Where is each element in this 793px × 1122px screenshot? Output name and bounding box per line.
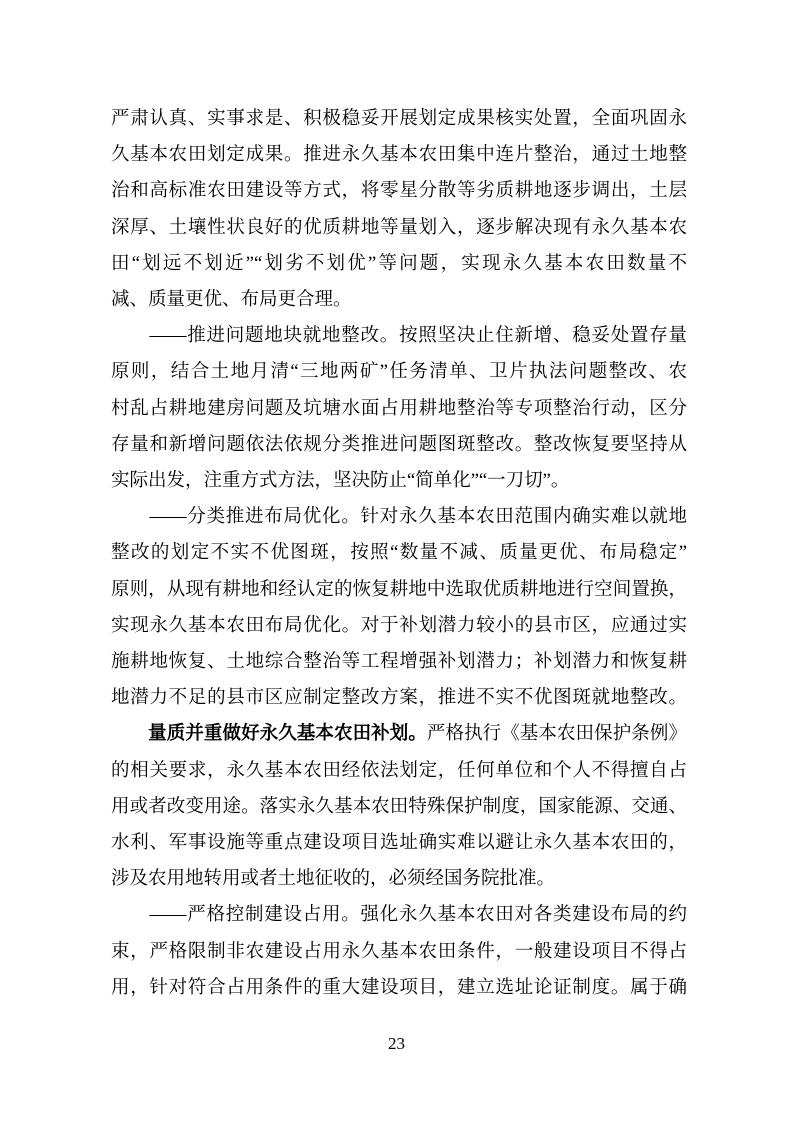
text-line [111,173,687,209]
text-line [111,716,687,752]
paragraph [111,716,687,897]
text-line [111,210,687,246]
text-run: 治和高标准农田建设等方式，将零星分散等劣质耕地逐步调出，土层 [111,181,687,202]
text-line [111,463,687,499]
text-run: 地潜力不足的县市区应制定整改方案，推进不实不优图斑就地整改。 [111,688,687,709]
text-line [111,246,687,282]
text-line [111,354,687,390]
text-run: 实际出发，注重方式方法，坚决防止“简单化”“一刀切”。 [111,471,570,492]
paragraph [111,499,687,716]
paragraph [111,101,687,318]
text-run: 束，严格限制非农建设占用永久基本农田条件，一般建设项目不得占 [111,941,687,962]
text-line [111,282,687,318]
text-line [111,499,687,535]
paragraph [111,897,687,1006]
text-line [111,391,687,427]
text-run: 整改的划定不实不优图斑，按照“数量不减、质量更优、布局稳定” [111,543,687,564]
text-run: 存量和新增问题依法依规分类推进问题图斑整改。整改恢复要坚持从 [111,434,687,455]
text-run: ——推进问题地块就地整改。按照坚决止住新增、稳妥处置存量 [111,326,687,347]
text-run: 深厚、土壤性状良好的优质耕地等量划入，逐步解决现有永久基本农 [111,217,687,238]
text-run: 涉及农用地转用或者土地征收的，必须经国务院批准。 [111,869,556,890]
text-line [111,535,687,571]
text-run: 水利、军事设施等重点建设项目选址确实难以避让永久基本农田的， [111,833,687,854]
text-run: 的相关要求，永久基本农田经依法划定，任何单位和个人不得擅自占 [111,760,687,781]
text-line [111,897,687,933]
text-line [111,137,687,173]
text-run: 实现永久基本农田布局优化。对于补划潜力较小的县市区，应通过实 [111,615,687,636]
text-line [111,753,687,789]
text-line [111,318,687,354]
text-line [111,101,687,137]
text-line [111,861,687,897]
page-number: 23 [388,1034,405,1053]
text-run: 久基本农田划定成果。推进永久基本农田集中连片整治，通过土地整 [111,145,687,166]
text-line [111,970,687,1006]
text-run: 用，针对符合占用条件的重大建设项目，建立选址论证制度。属于确 [111,977,687,998]
text-run: 严肃认真、实事求是、积极稳妥开展划定成果核实处置，全面巩固永 [111,109,687,129]
text-run: ——严格控制建设占用。强化永久基本农田对各类建设布局的约 [111,905,687,926]
text-run: 原则，结合土地月清“三地两矿”任务清单、卫片执法问题整改、农 [111,362,687,383]
text-line [111,680,687,716]
text-line [111,789,687,825]
text-run: 严格执行《基本农田保护条例》 [426,724,687,745]
text-run: 减、质量更优、布局更合理。 [111,290,352,311]
text-line [111,427,687,463]
text-run: 田“划远不划近”“划劣不划优”等问题，实现永久基本农田数量不 [111,253,687,274]
page-footer [0,1034,793,1054]
text-line [111,825,687,861]
text-run: ——分类推进布局优化。针对永久基本农田范围内确实难以就地 [111,507,687,528]
text-run: 村乱占耕地建房问题及坑塘水面占用耕地整治等专项整治行动，区分 [111,398,687,419]
text-run [111,724,148,744]
text-run: 用或者改变用途。落实永久基本农田特殊保护制度，国家能源、交通、 [111,796,687,817]
paragraph [111,318,687,499]
text-line [111,608,687,644]
text-line [111,934,687,970]
text-line [111,644,687,680]
text-line [111,572,687,608]
document-body [111,101,687,1006]
bold-text-run: 量质并重做好永久基本农田补划。 [148,724,427,745]
text-run: 施耕地恢复、土地综合整治等工程增强补划潜力；补划潜力和恢复耕 [111,652,687,673]
text-run: 原则，从现有耕地和经认定的恢复耕地中选取优质耕地进行空间置换， [111,579,687,600]
